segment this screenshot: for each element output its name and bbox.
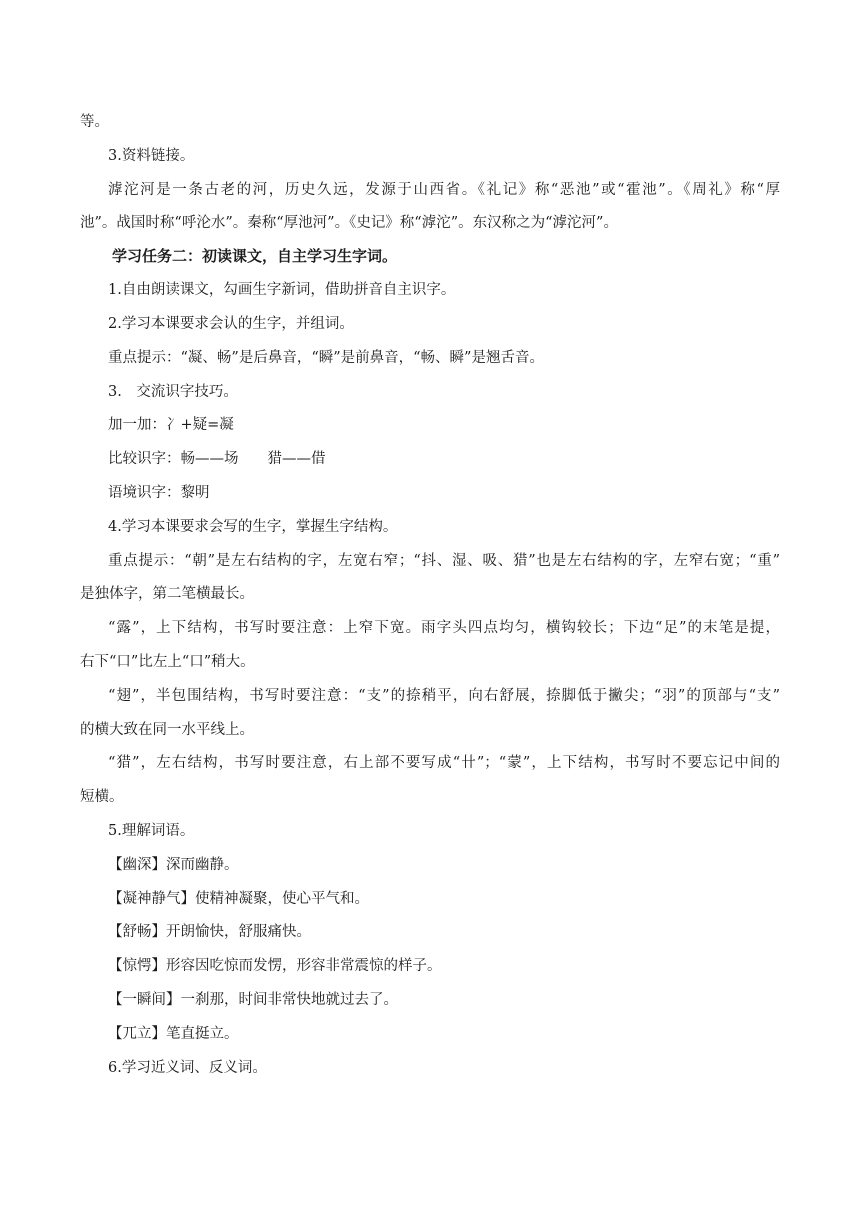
text-line: 2.学习本课要求会认的生字，并组词。 — [108, 316, 354, 332]
section-heading: 学习任务二：初读课文，自主学习生字词。 — [112, 247, 398, 265]
glossary-entry: 【一瞬间】一刹那，时间非常快地就过去了。 — [108, 992, 398, 1008]
glossary-entry: 【惊愕】形容因吃惊而发愣，形容非常震惊的样子。 — [108, 958, 442, 974]
paragraph-line: 的横大致在同一水平线上。 — [80, 722, 254, 738]
text-line: 重点提示：“凝、畅”是后鼻音，“瞬”是前鼻音，“畅、瞬”是翘舌音。 — [108, 350, 544, 366]
glossary-entry: 【舒畅】开朗愉快，舒服痛快。 — [108, 924, 311, 940]
paragraph-line: 短横。 — [80, 789, 124, 805]
glossary-entry: 【幽深】深而幽静。 — [108, 857, 239, 873]
text-line: 4.学习本课要求会写的生字，掌握生字结构。 — [108, 519, 398, 535]
text-line: 3. 交流识字技巧。 — [108, 384, 238, 400]
text-line: 比较识字：畅——场 猎——借 — [108, 451, 326, 467]
paragraph-line: “露”，上下结构，书写时要注意：上窄下宽。雨字头四点均匀，横钩较长；下边“足”的末笔是提， — [108, 620, 780, 636]
paragraph-line: 滹沱河是一条古老的河，历史久远，发源于山西省。《礼记》称“恶池”或“霍池”。《周礼》称“厚 — [108, 182, 780, 198]
paragraph-line: 是独体字，第二笔横最长。 — [80, 586, 254, 602]
paragraph-line: 右下“口”比左上“口”稍大。 — [80, 654, 255, 670]
text-line: 加一加：冫+疑=凝 — [108, 417, 234, 433]
glossary-entry: 【兀立】笔直挺立。 — [108, 1026, 239, 1042]
paragraph-line: 池”。战国时称“呼沦水”。秦称“厚池河”。《史记》称“滹沱”。东汉称之为“滹沱河”。 — [80, 215, 618, 231]
text-line: 1.自由朗读课文，勾画生字新词，借助拼音自主识字。 — [108, 282, 456, 298]
glossary-entry: 【凝神静气】使精神凝聚，使心平气和。 — [108, 891, 369, 907]
paragraph-line: “翅”，半包围结构，书写时要注意：“支”的捺稍平，向右舒展，捺脚低于撇尖；“羽”的顶部与“支” — [108, 688, 780, 704]
text-line: 语境识字：黎明 — [108, 485, 210, 501]
text-line: 3.资料链接。 — [108, 148, 195, 164]
text-line: 等。 — [80, 114, 109, 130]
text-line: 5.理解词语。 — [108, 823, 195, 839]
paragraph-line: 重点提示：“朝”是左右结构的字，左宽右窄；“抖、湿、吸、猎”也是左右结构的字，左窄右宽；“重” — [108, 553, 780, 569]
text-line: 6.学习近义词、反义词。 — [108, 1060, 267, 1076]
paragraph-line: “猎”，左右结构，书写时要注意，右上部不要写成“卄”；“蒙”，上下结构，书写时不要忘记中间的 — [108, 755, 780, 771]
